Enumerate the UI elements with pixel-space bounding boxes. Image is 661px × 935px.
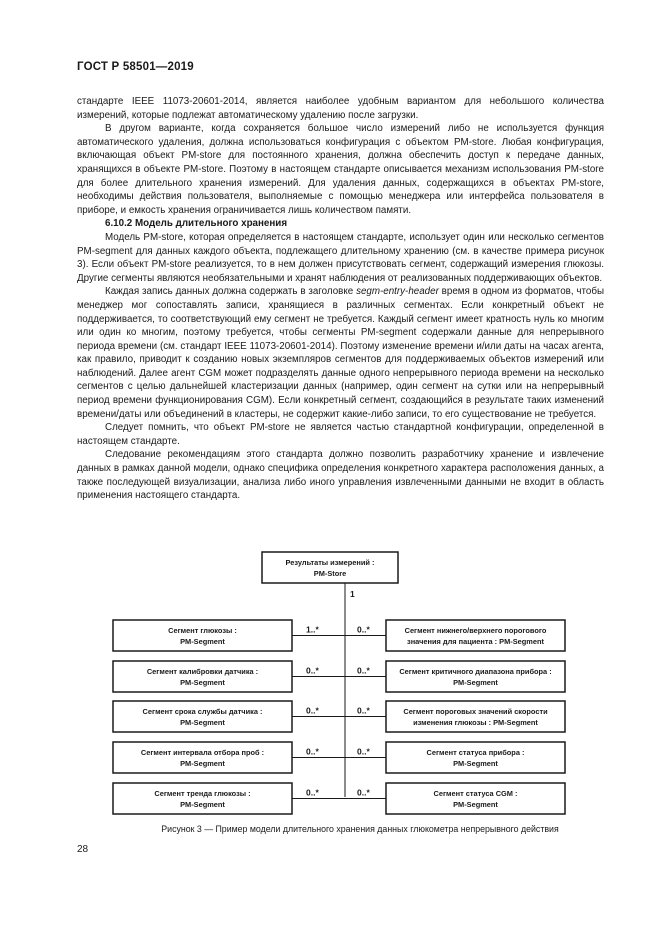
left-multiplicity: 0..* bbox=[306, 746, 319, 757]
root-multiplicity: 1 bbox=[350, 589, 355, 599]
right-multiplicity: 0..* bbox=[357, 705, 370, 716]
left-segment-line1: Сегмент тренда глюкозы : bbox=[154, 789, 251, 798]
right-segment-box bbox=[386, 661, 565, 692]
paragraph: Следует помнить, что объект PM-store не является частью стандартной конфигурации, определенной в настоящем стандарте. bbox=[77, 422, 604, 447]
right-segment-box bbox=[386, 742, 565, 773]
paragraph: Следование рекомендациям этого стандарта должно позволить разработчику хранение и извлечение данных в рамках данной модели, однако специфика определения конкретного характера расположения данных, а также последующей визуализации, анализа либо иного управления извлеченными данными не входит в область применения настоящего стандарта. bbox=[77, 449, 604, 502]
right-segment-line2: значения для пациента : PM-Segment bbox=[407, 637, 544, 646]
right-multiplicity: 0..* bbox=[357, 746, 370, 757]
italic-term: segm-entry-header bbox=[356, 286, 439, 298]
left-segment-line2: PM-Segment bbox=[180, 800, 225, 809]
right-multiplicity: 0..* bbox=[357, 665, 370, 676]
left-segment-line2: PM-Segment bbox=[180, 637, 225, 646]
left-multiplicity: 0..* bbox=[306, 665, 319, 676]
right-multiplicity: 0..* bbox=[357, 787, 370, 798]
left-multiplicity: 1..* bbox=[306, 624, 319, 635]
right-segment-line2: PM-Segment bbox=[453, 800, 498, 809]
right-segment-line1: Сегмент статуса прибора : bbox=[426, 748, 525, 757]
left-segment-line1: Сегмент глюкозы : bbox=[168, 626, 237, 635]
left-segment-box bbox=[113, 742, 292, 773]
right-segment-box bbox=[386, 701, 565, 732]
right-segment-line1: Сегмент статуса CGM : bbox=[433, 789, 518, 798]
figure-caption: Рисунок 3 — Пример модели длительного хранения данных глюкометра непрерывного действия bbox=[161, 824, 559, 834]
right-segment-line1: Сегмент пороговых значений скорости bbox=[403, 707, 548, 716]
right-segment-box bbox=[386, 783, 565, 814]
left-segment-line2: PM-Segment bbox=[180, 718, 225, 727]
section-heading: 6.10.2 Модель длительного хранения bbox=[105, 218, 288, 230]
root-box-line2: PM-Store bbox=[313, 569, 347, 578]
page-number: 28 bbox=[77, 844, 89, 855]
left-segment-line1: Сегмент срока службы датчика : bbox=[142, 707, 263, 716]
left-segment-line1: Сегмент интервала отбора проб : bbox=[140, 748, 265, 757]
paragraph-text: время в одном из форматов, чтобы менеджер мог сопоставлять записи, хранящиеся в различных сегментах. Если конкретный объект не поддерживается, то соответствующий ему сегмент не требуется. Каждый сегмент имеет кратность нуль ко многим или один ко многим, поэтому требуется, чтобы сегменты PM-segment содержали данные для непрерывного периода времени (см. стандарт IEEE 11073-20601-2014). Поэтому изменение времени и/или даты на часах агента, как правило, приводит к созданию новых экземпляров сегментов для поддерживаемых объектов измерений или наблюдений. Далее агент CGM может подразделять данные одного непрерывного периода времени на несколько сегментов с целью дальнейшей кластеризации данных (например, один сегмент на сутки или на непрерывный период времени функционирования CGM). Если конкретный сегмент, создающийся в результате таких изменений времени/даты или объединений в кластеры, не содержит какие-либо записи, то его существование не требуется. bbox=[77, 286, 604, 420]
right-segment-line2: изменения глюкозы : PM-Segment bbox=[413, 718, 538, 727]
left-multiplicity: 0..* bbox=[306, 787, 319, 798]
paragraph-text: Каждая запись данных должна содержать в заголовке bbox=[105, 286, 357, 298]
right-segment-box bbox=[386, 620, 565, 651]
right-multiplicity: 0..* bbox=[357, 624, 370, 635]
paragraph: Модель PM-store, которая определяется в настоящем стандарте, использует один или несколько сегментов PM-segment для данных каждого объекта, подлежащего длительному хранению (см. в качестве примера рисунок 3). Если объект PM-store реализуется, то в нем должен присутствовать сегмент, содержащий измерения глюкозы. Другие сегменты являются необязательными и хранят наблюдения от реализованных поддерживающих объектов. bbox=[77, 231, 604, 284]
right-segment-line2: PM-Segment bbox=[453, 678, 498, 687]
paragraph: В другом варианте, когда сохраняется большое число измерений либо не используется функция автоматического удаления, должна использоваться конфигурация с объектом PM-store. Любая конфигурация, включающая объект PM-store для постоянного хранения, должна обеспечить доступ к передаче данных, хранящихся в объекте PM-store. Поэтому в настоящем стандарте описывается механизм использования PM-store для более длительного хранения измерений. Для удаления данных, содержащихся в объектах PM-store, необходимы действия пользователя, выполняемые с помощью менеджера или интерфейса пользователя в приборе, и емкость хранения ограничивается лишь количеством памяти. bbox=[77, 123, 604, 216]
document-header: ГОСТ Р 58501—2019 bbox=[77, 61, 194, 73]
segment-rows bbox=[113, 620, 565, 814]
left-segment-box bbox=[113, 783, 292, 814]
left-segment-box bbox=[113, 661, 292, 692]
right-segment-line1: Сегмент критичного диапазона прибора : bbox=[399, 667, 552, 676]
left-multiplicity: 0..* bbox=[306, 705, 319, 716]
left-segment-line1: Сегмент калибровки датчика : bbox=[146, 667, 259, 676]
left-segment-line2: PM-Segment bbox=[180, 678, 225, 687]
paragraph: стандарте IEEE 11073-20601-2014, является наиболее удобным вариантом для небольшого количества измерений, которые подлежат автоматическому удалению после загрузки. bbox=[77, 96, 604, 121]
left-segment-box bbox=[113, 620, 292, 651]
root-box bbox=[262, 552, 398, 583]
right-segment-line1: Сегмент нижнего/верхнего порогового bbox=[404, 626, 547, 635]
left-segment-box bbox=[113, 701, 292, 732]
root-box-line1: Результаты измерений : bbox=[285, 558, 375, 567]
left-segment-line2: PM-Segment bbox=[180, 759, 225, 768]
right-segment-line2: PM-Segment bbox=[453, 759, 498, 768]
